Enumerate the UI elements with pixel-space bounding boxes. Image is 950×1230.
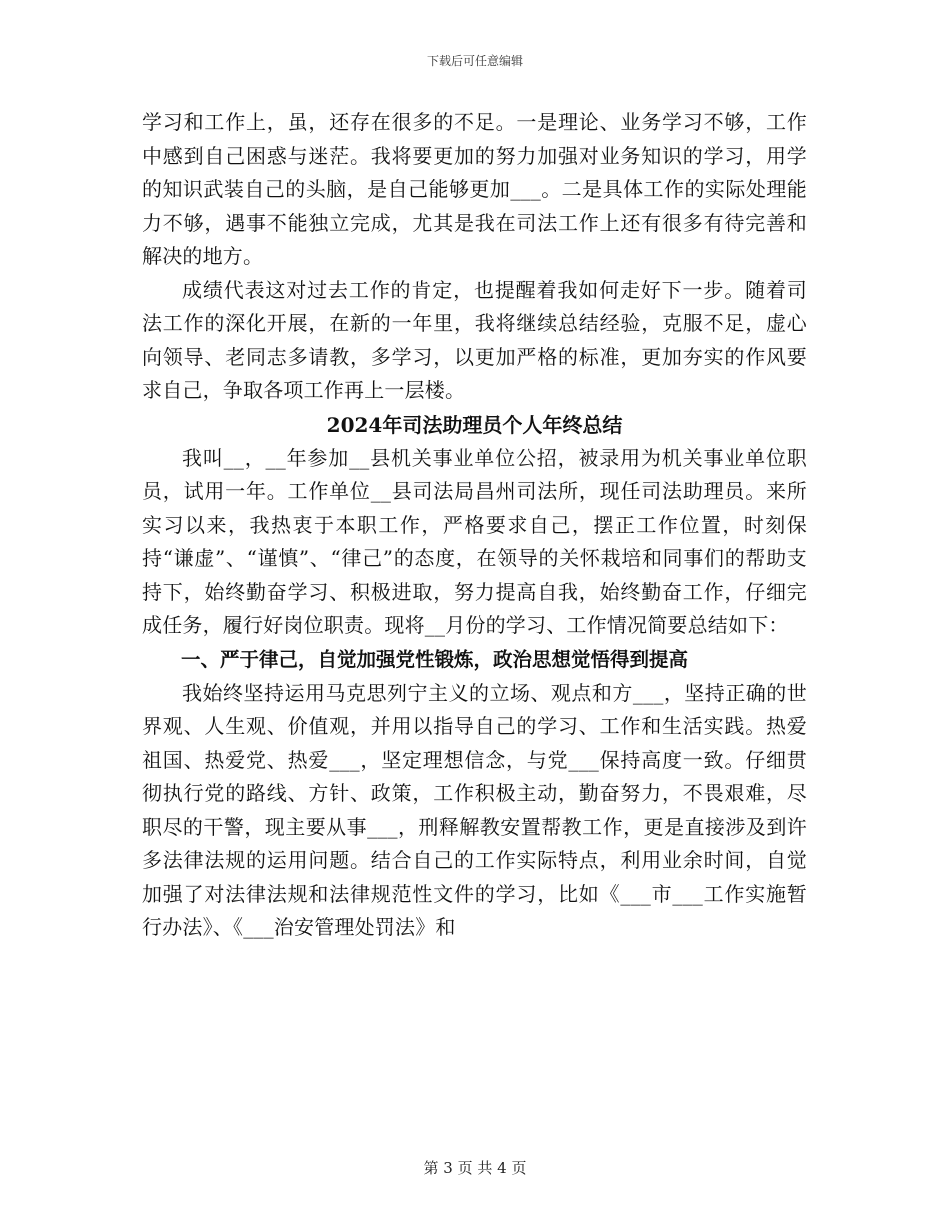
paragraph-2: 成绩代表这对过去工作的肯定，也提醒着我如何走好下一步。随着司法工作的深化开展，在新的一年里，我将继续总结经验，克服不足，虚心向领导、老同志多请教，多学习，以更加严格的标准，更加夯实的作风要求自己，争取各项工作再上一层楼。 — [142, 277, 807, 402]
document-title: 2024年司法助理员个人年终总结 — [326, 412, 623, 437]
paragraph-4: 我始终坚持运用马克思列宁主义的立场、观点和方___，坚持正确的世界观、人生观、价值观，并用以指导自己的学习、工作和生活实践。热爱祖国、热爱党、热爱___，坚定理想信念，与党___保持高度一致。仔细贯彻执行党的路线、方针、政策，工作积极主动，勤奋努力，不畏艰难，尽职尽的干警，现主要从事___，刑释解教安置帮教工作，更是直接涉及到许多法律法规的运用问题。结合自己的工作实际特点，利用业余时间，自觉加强了对法律法规和法律规范性文件的学习，比如《___市___工作实施暂行办法》、《___治安管理处罚法》和 — [142, 680, 807, 939]
page-footer: 第 3 页 共 4 页 — [423, 1159, 527, 1177]
document-body — [142, 106, 807, 945]
section-heading-1: 一、严于律己，自觉加强党性锻炼，政治思想觉悟得到提高 — [181, 647, 689, 671]
paragraph-3: 我叫__，__年参加__县机关事业单位公招，被录用为机关事业单位职员，试用一年。工作单位__县司法局昌州司法所，现任司法助理员。来所实习以来，我热衷于本职工作，严格要求自己，摆正工作位置，时刻保持“谦虚”、“谨慎”、“律己”的态度，在领导的关怀栽培和同事们的帮助支持下，始终勤奋学习、积极进取，努力提高自我，始终勤奋工作，仔细完成任务，履行好岗位职责。现将__月份的学习、工作情况简要总结如下： — [142, 445, 807, 637]
paragraph-1: 学习和工作上，虽，还存在很多的不足。一是理论、业务学习不够，工作中感到自己困惑与迷茫。我将要更加的努力加强对业务知识的学习，用学的知识武装自己的头脑，是自己能够更加___。二是具体工作的实际处理能力不够，遇事不能独立完成，尤其是我在司法工作上还有很多有待完善和解决的地方。 — [142, 110, 807, 268]
page-header: 下载后可任意编辑 — [426, 54, 523, 68]
